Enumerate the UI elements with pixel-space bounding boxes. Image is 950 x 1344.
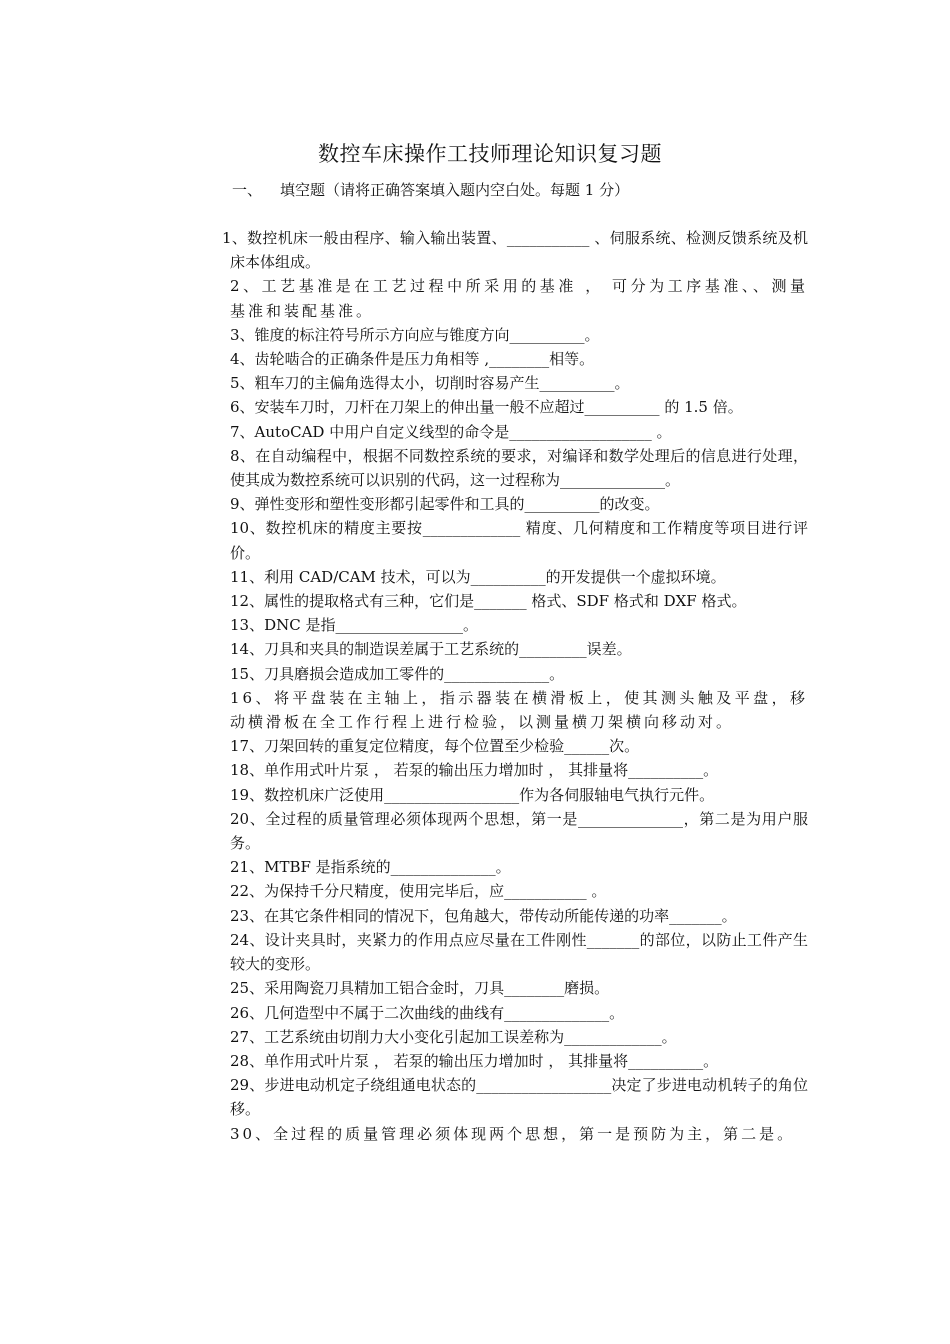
question-item: 19、数控机床广泛使用__________________作为各伺服轴电气执行元件。 bbox=[230, 785, 715, 804]
question-item: 28、单作用式叶片泵 ， 若泵的输出压力增加时 ， 其排量将__________。 bbox=[230, 1051, 719, 1070]
question-item: 11、利用 CAD/CAM 技术，可以为__________的开发提供一个虚拟环境。 bbox=[230, 567, 726, 586]
question-item: 20、全过程的质量管理必须体现两个思想，第一是______________，第二是为用户服务。 bbox=[230, 809, 808, 853]
question-item: 5、粗车刀的主偏角选得太小，切削时容易产生__________。 bbox=[230, 374, 630, 393]
question-item: 22、为保持千分尺精度，使用完毕后，应___________ 。 bbox=[230, 882, 607, 901]
section-heading bbox=[232, 179, 629, 200]
question-item: 8、在自动编程中，根据不同数控系统的要求，对编译和数学处理后的信息进行处理，使其成为数控系统可以识别的代码，这一过程称为______________。 bbox=[230, 446, 808, 490]
question-item: 3、锥度的标注符号所示方向应与锥度方向__________。 bbox=[230, 325, 600, 344]
question-item: 26、几何造型中不属于二次曲线的曲线有______________。 bbox=[230, 1003, 625, 1022]
question-item: 14、刀具和夹具的制造误差属于工艺系统的_________误差。 bbox=[230, 640, 632, 659]
question-item: 2、工艺基准是在工艺过程中所采用的基准 ， 可分为工序基准、、测量基准和装配基准。 bbox=[230, 277, 808, 320]
question-item: 7、AutoCAD 中用户自定义线型的命令是___________________ 。 bbox=[230, 422, 672, 441]
question-item: 23、在其它条件相同的情况下，包角越大，带传动所能传递的功率_______。 bbox=[230, 906, 737, 925]
question-item: 1、数控机床一般由程序、输入输出装置、___________ 、伺服系统、检测反馈系统及机床本体组成。 bbox=[222, 229, 808, 272]
question-item: 30、全过程的质量管理必须体现两个思想，第一是预防为主，第二是。 bbox=[230, 1124, 796, 1143]
question-item: 6、安装车刀时，刀杆在刀架上的伸出量一般不应超过__________ 的 1.5 倍。 bbox=[230, 398, 743, 417]
question-item: 10、数控机床的精度主要按_____________ 精度、几何精度和工作精度等项目进行评价。 bbox=[230, 519, 808, 562]
question-item: 21、MTBF 是指系统的______________。 bbox=[230, 858, 511, 877]
question-item: 16、将平盘装在主轴上，指示器装在横滑板上，使其测头触及平盘，移动横滑板在全工作行程上进行检验，以测量横刀架横向移动对。 bbox=[230, 688, 808, 732]
question-item: 13、DNC 是指_________________。 bbox=[230, 616, 478, 635]
question-item: 24、设计夹具时，夹紧力的作用点应尽量在工件刚性_______的部位，以防止工件产生较大的变形。 bbox=[230, 930, 808, 974]
question-item: 12、属性的提取格式有三种，它们是_______ 格式、SDF 格式和 DXF 格式。 bbox=[230, 592, 747, 611]
question-item: 17、刀架回转的重复定位精度，每个位置至少检验______次。 bbox=[230, 737, 640, 756]
question-item: 15、刀具磨损会造成加工零件的______________。 bbox=[230, 664, 565, 683]
question-item: 29、步进电动机定子绕组通电状态的__________________决定了步进电动机转子的角位移。 bbox=[230, 1076, 808, 1119]
question-item: 27、工艺系统由切削力大小变化引起加工误差称为_____________。 bbox=[230, 1027, 677, 1046]
question-item: 25、采用陶瓷刀具精加工铝合金时，刀具________磨损。 bbox=[230, 979, 610, 998]
section-number: 一、 bbox=[232, 181, 263, 199]
question-item: 9、弹性变形和塑性变形都引起零件和工具的__________的改变。 bbox=[230, 495, 660, 514]
section-heading-text: 填空题（请将正确答案填入题内空白处。每题 1 分） bbox=[280, 181, 630, 199]
document-title: 数控车床操作工技师理论知识复习题 bbox=[318, 142, 662, 166]
question-list bbox=[222, 226, 808, 1146]
question-item: 18、单作用式叶片泵 ， 若泵的输出压力增加时 ， 其排量将__________。 bbox=[230, 761, 719, 780]
question-item: 4、齿轮啮合的正确条件是压力角相等 ,________相等。 bbox=[230, 350, 595, 369]
